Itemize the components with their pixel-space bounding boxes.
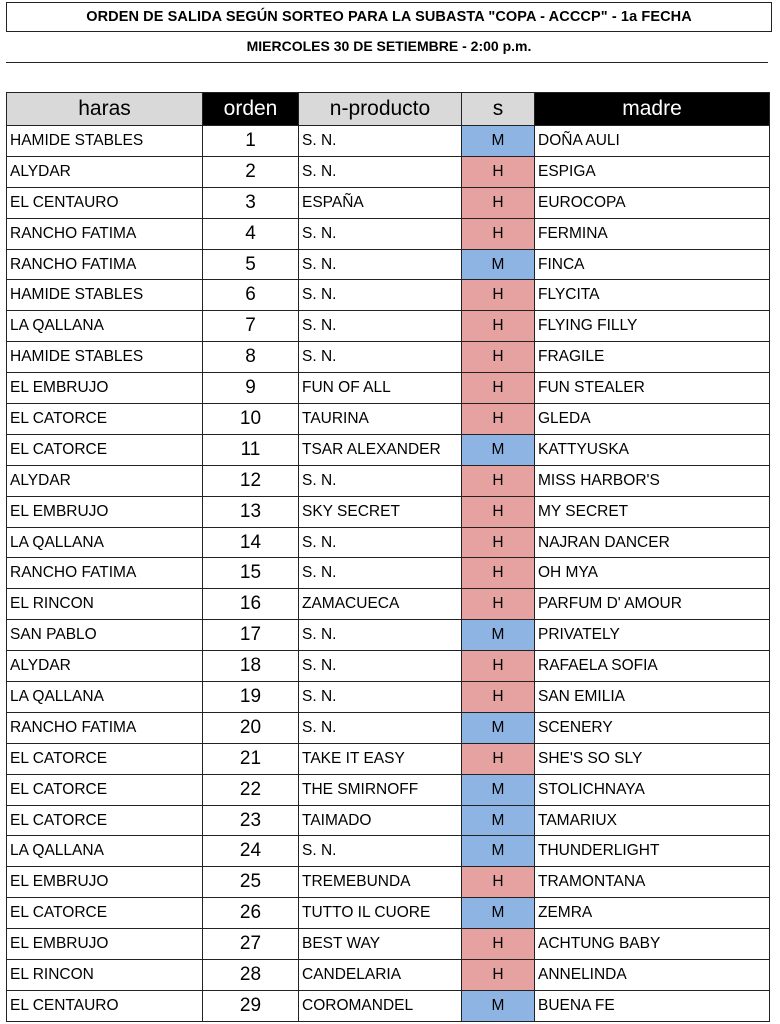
cell-producto: S. N.: [299, 342, 462, 373]
cell-haras: EL EMBRUJO: [7, 867, 203, 898]
cell-producto: COROMANDEL: [299, 990, 462, 1021]
cell-haras: EL CENTAURO: [7, 990, 203, 1021]
cell-sex: M: [462, 434, 535, 465]
cell-orden: 24: [203, 836, 299, 867]
cell-sex: H: [462, 589, 535, 620]
document-subtitle: MIERCOLES 30 DE SETIEMBRE - 2:00 p.m.: [246, 38, 532, 54]
table-row: [7, 774, 770, 805]
cell-producto: S. N.: [299, 682, 462, 713]
table-row: [7, 496, 770, 527]
separator-line: [6, 62, 768, 63]
cell-producto: S. N.: [299, 836, 462, 867]
cell-sex: M: [462, 249, 535, 280]
table-row: [7, 929, 770, 960]
cell-madre: FUN STEALER: [535, 373, 770, 404]
cell-madre: FINCA: [535, 249, 770, 280]
cell-haras: RANCHO FATIMA: [7, 218, 203, 249]
cell-sex: M: [462, 805, 535, 836]
cell-madre: NAJRAN DANCER: [535, 527, 770, 558]
cell-sex: M: [462, 774, 535, 805]
cell-sex: H: [462, 342, 535, 373]
cell-sex: H: [462, 311, 535, 342]
cell-sex: H: [462, 218, 535, 249]
cell-orden: 13: [203, 496, 299, 527]
cell-madre: TRAMONTANA: [535, 867, 770, 898]
table-row: [7, 280, 770, 311]
cell-producto: TAURINA: [299, 404, 462, 435]
cell-sex: H: [462, 743, 535, 774]
cell-haras: EL CATORCE: [7, 434, 203, 465]
table-row: [7, 465, 770, 496]
cell-madre: SCENERY: [535, 712, 770, 743]
cell-orden: 8: [203, 342, 299, 373]
column-header-producto: n-producto: [299, 93, 462, 126]
cell-producto: ZAMACUECA: [299, 589, 462, 620]
column-header-haras: haras: [7, 93, 203, 126]
table-row: [7, 187, 770, 218]
cell-haras: HAMIDE STABLES: [7, 280, 203, 311]
cell-madre: FLYCITA: [535, 280, 770, 311]
document-title-box: [6, 2, 772, 32]
cell-orden: 2: [203, 156, 299, 187]
table-row: [7, 651, 770, 682]
table-row: [7, 589, 770, 620]
table-row: [7, 836, 770, 867]
cell-madre: STOLICHNAYA: [535, 774, 770, 805]
cell-sex: H: [462, 496, 535, 527]
cell-producto: TAIMADO: [299, 805, 462, 836]
cell-haras: LA QALLANA: [7, 836, 203, 867]
cell-producto: S. N.: [299, 651, 462, 682]
cell-orden: 19: [203, 682, 299, 713]
cell-sex: H: [462, 527, 535, 558]
cell-sex: H: [462, 867, 535, 898]
cell-sex: M: [462, 712, 535, 743]
cell-madre: ZEMRA: [535, 898, 770, 929]
table-row: [7, 990, 770, 1021]
cell-producto: SKY SECRET: [299, 496, 462, 527]
cell-madre: SHE'S SO SLY: [535, 743, 770, 774]
table-row: [7, 682, 770, 713]
cell-sex: H: [462, 373, 535, 404]
cell-madre: TAMARIUX: [535, 805, 770, 836]
table-row: [7, 342, 770, 373]
column-header-orden: orden: [203, 93, 299, 126]
table-row: [7, 558, 770, 589]
cell-producto: TUTTO IL CUORE: [299, 898, 462, 929]
cell-sex: M: [462, 898, 535, 929]
cell-producto: S. N.: [299, 527, 462, 558]
cell-madre: FRAGILE: [535, 342, 770, 373]
table-row: [7, 218, 770, 249]
cell-sex: M: [462, 126, 535, 157]
auction-order-table: [6, 92, 770, 1022]
cell-sex: H: [462, 187, 535, 218]
table-row: [7, 311, 770, 342]
cell-sex: M: [462, 990, 535, 1021]
cell-orden: 4: [203, 218, 299, 249]
table-row: [7, 805, 770, 836]
cell-producto: S. N.: [299, 156, 462, 187]
cell-madre: ESPIGA: [535, 156, 770, 187]
table-row: [7, 404, 770, 435]
cell-sex: H: [462, 465, 535, 496]
cell-producto: TREMEBUNDA: [299, 867, 462, 898]
cell-producto: S. N.: [299, 620, 462, 651]
cell-haras: HAMIDE STABLES: [7, 126, 203, 157]
cell-producto: TSAR ALEXANDER: [299, 434, 462, 465]
cell-haras: EL CATORCE: [7, 774, 203, 805]
table-row: [7, 373, 770, 404]
cell-haras: EL CATORCE: [7, 743, 203, 774]
cell-haras: ALYDAR: [7, 465, 203, 496]
cell-madre: PRIVATELY: [535, 620, 770, 651]
cell-sex: M: [462, 836, 535, 867]
cell-producto: CANDELARIA: [299, 960, 462, 991]
cell-haras: EL CENTAURO: [7, 187, 203, 218]
cell-haras: ALYDAR: [7, 156, 203, 187]
cell-haras: RANCHO FATIMA: [7, 249, 203, 280]
cell-sex: H: [462, 156, 535, 187]
cell-orden: 1: [203, 126, 299, 157]
cell-haras: EL RINCON: [7, 960, 203, 991]
table-header-row: [7, 93, 770, 126]
cell-orden: 16: [203, 589, 299, 620]
cell-madre: EUROCOPA: [535, 187, 770, 218]
cell-orden: 29: [203, 990, 299, 1021]
cell-orden: 21: [203, 743, 299, 774]
table-row: [7, 249, 770, 280]
column-header-sex: s: [462, 93, 535, 126]
table-row: [7, 898, 770, 929]
cell-producto: S. N.: [299, 280, 462, 311]
cell-madre: THUNDERLIGHT: [535, 836, 770, 867]
cell-sex: H: [462, 651, 535, 682]
table-row: [7, 156, 770, 187]
cell-orden: 28: [203, 960, 299, 991]
cell-madre: KATTYUSKA: [535, 434, 770, 465]
table-row: [7, 867, 770, 898]
cell-orden: 25: [203, 867, 299, 898]
table-row: [7, 960, 770, 991]
cell-orden: 15: [203, 558, 299, 589]
cell-orden: 20: [203, 712, 299, 743]
cell-sex: H: [462, 960, 535, 991]
cell-orden: 7: [203, 311, 299, 342]
cell-haras: RANCHO FATIMA: [7, 558, 203, 589]
cell-haras: EL RINCON: [7, 589, 203, 620]
cell-producto: S. N.: [299, 249, 462, 280]
cell-producto: S. N.: [299, 465, 462, 496]
cell-haras: EL CATORCE: [7, 404, 203, 435]
cell-haras: RANCHO FATIMA: [7, 712, 203, 743]
cell-madre: MISS HARBOR'S: [535, 465, 770, 496]
cell-orden: 18: [203, 651, 299, 682]
cell-madre: BUENA FE: [535, 990, 770, 1021]
cell-orden: 3: [203, 187, 299, 218]
cell-haras: EL CATORCE: [7, 898, 203, 929]
cell-producto: S. N.: [299, 218, 462, 249]
cell-haras: LA QALLANA: [7, 527, 203, 558]
column-header-madre: madre: [535, 93, 770, 126]
table-row: [7, 527, 770, 558]
cell-orden: 27: [203, 929, 299, 960]
cell-madre: MY SECRET: [535, 496, 770, 527]
table-row: [7, 434, 770, 465]
cell-sex: H: [462, 682, 535, 713]
cell-madre: RAFAELA SOFIA: [535, 651, 770, 682]
cell-madre: SAN EMILIA: [535, 682, 770, 713]
cell-orden: 26: [203, 898, 299, 929]
cell-haras: ALYDAR: [7, 651, 203, 682]
cell-producto: TAKE IT EASY: [299, 743, 462, 774]
cell-haras: EL EMBRUJO: [7, 929, 203, 960]
document-title: ORDEN DE SALIDA SEGÚN SORTEO PARA LA SUBASTA "COPA - ACCCP" - 1a FECHA: [86, 9, 692, 25]
cell-haras: EL EMBRUJO: [7, 496, 203, 527]
cell-sex: H: [462, 929, 535, 960]
table-body: [7, 126, 770, 1022]
cell-haras: LA QALLANA: [7, 311, 203, 342]
cell-madre: DOÑA AULI: [535, 126, 770, 157]
cell-producto: S. N.: [299, 126, 462, 157]
cell-haras: LA QALLANA: [7, 682, 203, 713]
table-row: [7, 743, 770, 774]
cell-producto: BEST WAY: [299, 929, 462, 960]
cell-orden: 6: [203, 280, 299, 311]
cell-orden: 10: [203, 404, 299, 435]
cell-madre: FLYING FILLY: [535, 311, 770, 342]
table-row: [7, 620, 770, 651]
cell-producto: S. N.: [299, 311, 462, 342]
cell-sex: H: [462, 404, 535, 435]
cell-haras: EL CATORCE: [7, 805, 203, 836]
cell-madre: FERMINA: [535, 218, 770, 249]
cell-orden: 11: [203, 434, 299, 465]
cell-madre: ANNELINDA: [535, 960, 770, 991]
table-row: [7, 126, 770, 157]
cell-madre: ACHTUNG BABY: [535, 929, 770, 960]
cell-orden: 14: [203, 527, 299, 558]
cell-producto: ESPAÑA: [299, 187, 462, 218]
cell-madre: PARFUM D' AMOUR: [535, 589, 770, 620]
cell-sex: M: [462, 620, 535, 651]
cell-orden: 12: [203, 465, 299, 496]
table-row: [7, 712, 770, 743]
cell-madre: OH MYA: [535, 558, 770, 589]
cell-haras: SAN PABLO: [7, 620, 203, 651]
cell-producto: S. N.: [299, 558, 462, 589]
cell-orden: 22: [203, 774, 299, 805]
cell-haras: EL EMBRUJO: [7, 373, 203, 404]
cell-producto: THE SMIRNOFF: [299, 774, 462, 805]
cell-sex: H: [462, 558, 535, 589]
cell-orden: 9: [203, 373, 299, 404]
cell-orden: 5: [203, 249, 299, 280]
cell-sex: H: [462, 280, 535, 311]
cell-madre: GLEDA: [535, 404, 770, 435]
cell-haras: HAMIDE STABLES: [7, 342, 203, 373]
cell-producto: S. N.: [299, 712, 462, 743]
cell-orden: 23: [203, 805, 299, 836]
cell-producto: FUN OF ALL: [299, 373, 462, 404]
cell-orden: 17: [203, 620, 299, 651]
